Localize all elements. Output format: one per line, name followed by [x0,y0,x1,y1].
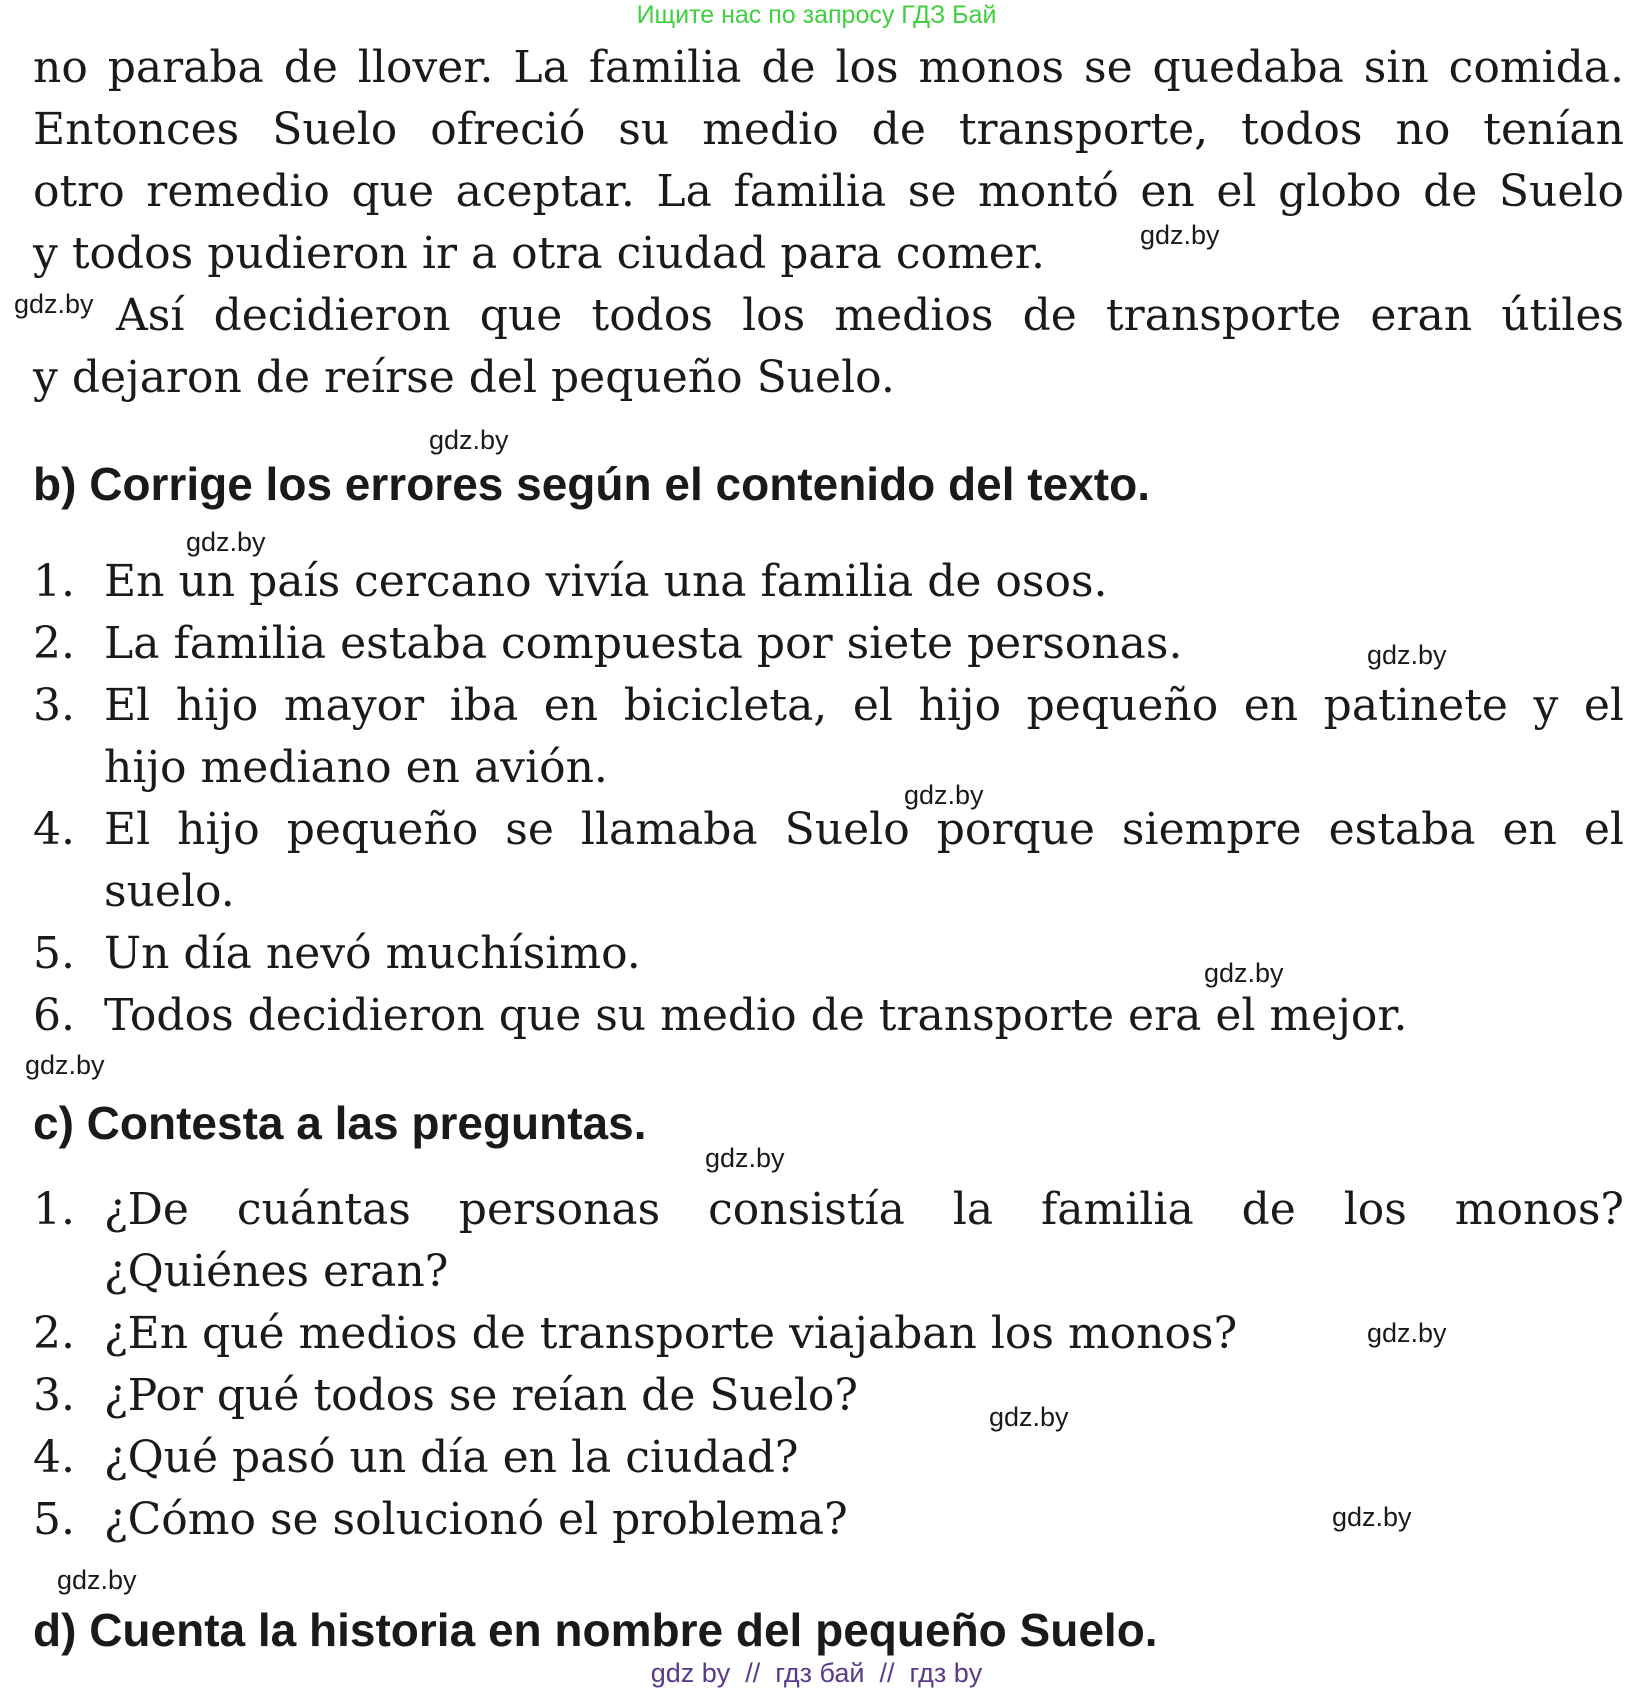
watermark: gdz.by [1332,1502,1412,1532]
list-item [33,1303,1237,1365]
item-number: 2. [33,1308,75,1359]
watermark: gdz.by [705,1143,785,1173]
list-item [33,985,1408,1047]
item-number: 3. [33,680,75,731]
item-continuation: ¿Quiénes eran? [104,1246,449,1297]
paragraph-line: Así decidieron que todos los medios de transporte eran útiles [116,290,1624,341]
item-text: En un país cercano vivía una familia de osos. [104,556,1108,607]
item-number: 6. [33,990,75,1041]
watermark: gdz.by [25,1050,105,1080]
watermark: gdz.by [1367,640,1447,670]
paragraph-line: otro remedio que aceptar. La familia se montó en el globo de Suelo [33,166,1624,217]
list-item [33,1365,858,1427]
section-c-heading: c) Contesta a las preguntas. [33,1097,647,1149]
top-banner: Ищите нас по запросу ГДЗ Бай [636,1,997,29]
footer: gdz by // гдз бай // гдз by [650,1658,983,1688]
item-number: 4. [33,1432,75,1483]
item-text: Todos decidieron que su medio de transporte era el mejor. [104,990,1408,1041]
item-number: 5. [33,1494,75,1545]
watermark: gdz.by [186,527,266,557]
watermark: gdz.by [57,1565,137,1595]
item-text: El hijo pequeño se llamaba Suelo porque siempre estaba en el [104,804,1624,855]
item-text: Un día nevó muchísimo. [104,928,641,979]
watermark: gdz.by [429,425,509,455]
item-number: 5. [33,928,75,979]
list-item [33,799,1624,861]
item-number: 3. [33,1370,75,1421]
section-b-heading: b) Corrige los errores según el contenido del texto. [33,458,1150,510]
item-text: El hijo mayor iba en bicicleta, el hijo pequeño en patinete y el [104,680,1624,731]
watermark: gdz.by [1204,958,1284,988]
list-item [33,923,641,985]
list-item [33,1427,798,1489]
paragraph-line: y dejaron de reírse del pequeño Suelo. [33,352,895,403]
section-d-heading: d) Cuenta la historia en nombre del pequeño Suelo. [33,1604,1158,1656]
watermark: gdz.by [1140,220,1220,250]
item-text: ¿Cómo se solucionó el problema? [104,1494,848,1545]
watermark: gdz.by [904,780,984,810]
item-number: 1. [33,1184,75,1235]
list-item [33,551,1108,613]
item-text: ¿De cuántas personas consistía la familia de los monos? [104,1184,1624,1235]
item-continuation: suelo. [104,866,235,917]
list-item [33,1179,1624,1241]
watermark: gdz.by [14,289,94,319]
item-text: ¿Por qué todos se reían de Suelo? [104,1370,859,1421]
item-text: La familia estaba compuesta por siete personas. [104,618,1183,669]
paragraph-line: Entonces Suelo ofreció su medio de transporte, todos no tenían [33,104,1624,155]
list-item [33,675,1624,737]
list-item [33,1489,848,1551]
item-number: 2. [33,618,75,669]
item-text: ¿Qué pasó un día en la ciudad? [104,1432,799,1483]
item-text: ¿En qué medios de transporte viajaban los monos? [104,1308,1238,1359]
paragraph-line: y todos pudieron ir a otra ciudad para comer. [33,228,1045,279]
item-continuation: hijo mediano en avión. [104,742,608,793]
list-item [33,613,1182,675]
watermark: gdz.by [1367,1318,1447,1348]
item-number: 4. [33,804,75,855]
watermark: gdz.by [989,1402,1069,1432]
item-number: 1. [33,556,75,607]
paragraph-line: no paraba de llover. La familia de los monos se quedaba sin comida. [33,42,1624,93]
